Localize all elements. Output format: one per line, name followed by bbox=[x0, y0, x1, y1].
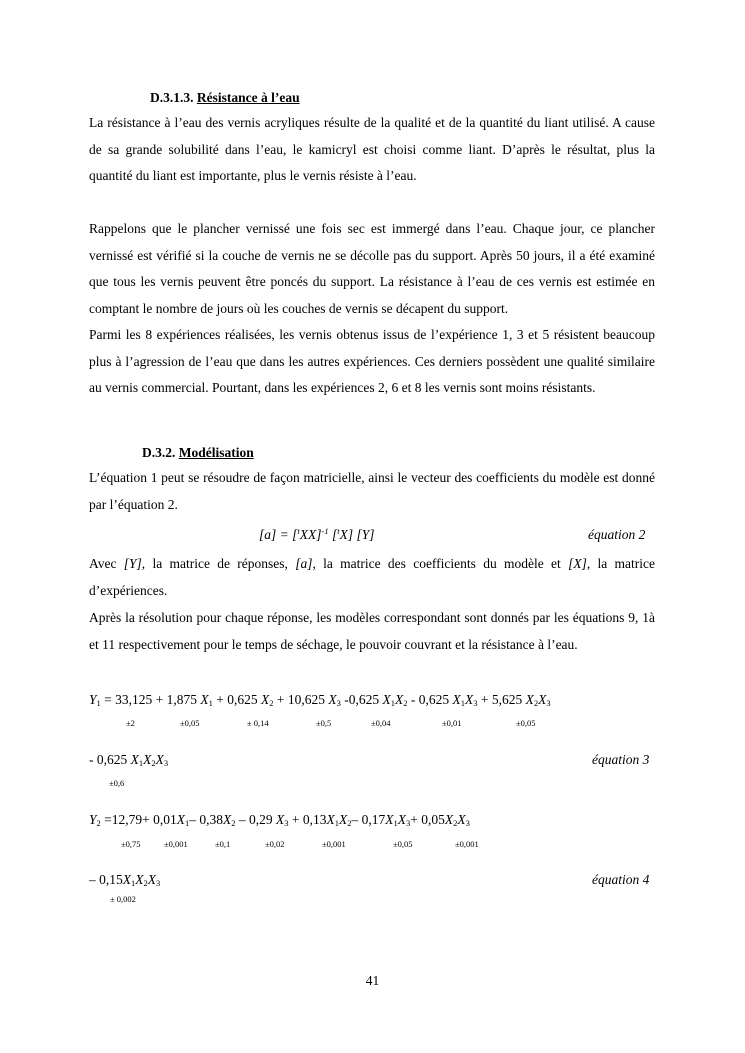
section-title: Modélisation bbox=[178, 445, 254, 460]
error-term: ±0,75 bbox=[121, 839, 141, 849]
section-heading-modelisation bbox=[142, 445, 254, 461]
error-term: ±0,05 bbox=[516, 718, 536, 728]
error-term: ± 0,002 bbox=[110, 894, 136, 904]
error-term: ±0,02 bbox=[265, 839, 285, 849]
error-term: ±0,5 bbox=[316, 718, 332, 728]
equation-label: équation 4 bbox=[592, 872, 650, 887]
paragraph: L’équation 1 peut se résoudre de façon matricielle, ainsi le vecteur des coefficients du modèle est donné par l’équation 2. bbox=[89, 470, 655, 512]
error-term: ±0,001 bbox=[164, 839, 188, 849]
equation-line: $Y_1 = 33,125 + 1,875$ $X_1 + 0,625$ $X_2 + 10,625$ $X_3$ -0,625 $X_1X_2 - 0,625$ $X_1X_3 + 5,625$ $X_2X_3$ bbox=[89, 692, 551, 708]
equation-label: équation 2 bbox=[588, 527, 646, 542]
error-term: ±0,05 bbox=[180, 718, 200, 728]
error-term: ± 0,14 bbox=[247, 718, 269, 728]
equation-line: $Y_2 =12,79+ 0,01X_1-$ $0,38X_2 - 0,29$ $X_3 + 0,13X_1X_2-$ $0,17X_1X_3+ 0,05X_2X_3$ bbox=[89, 812, 470, 828]
section-number: D.3.2. bbox=[142, 445, 176, 460]
paragraph: Parmi les 8 expériences réalisées, les vernis obtenus issus de l’expérience 1, 3 et 5 résistent beaucoup plus à l’agression de l’eau que dans les autres expériences. Ces derniers possèdent une qualité similaire au vernis commercial. Pourtant, dans les expériences 2, 6 et 8 les vernis sont moins résistants. bbox=[89, 327, 655, 395]
equation-line: – $0,15X_1X_2X_3$ bbox=[89, 872, 161, 888]
paragraph: Rappelons que le plancher vernissé une fois sec est immergé dans l’eau. Chaque jour, ce plancher vernissé est vérifié si la couche de vernis ne se décolle pas du support. Après 50 jours, il a été examiné que tous les vernis peuvent être poncés du support. La résistance à l’eau de ces vernis est estimée en comptant le nombre de jours où les couches de vernis se décapent du support. bbox=[89, 221, 655, 316]
section-title: Résistance à l’eau bbox=[196, 90, 300, 105]
section-number: D.3.1.3. bbox=[150, 90, 194, 105]
error-term: ±0,001 bbox=[455, 839, 479, 849]
matrix-equation: $[a] = [^tXX]^{-1}$ [$^t$X] [Y] bbox=[259, 526, 375, 542]
page-number: 41 bbox=[365, 973, 380, 988]
error-term: ±0,04 bbox=[371, 718, 391, 728]
error-term: ±0,001 bbox=[322, 839, 346, 849]
error-term: ±2 bbox=[126, 718, 135, 728]
paragraph: Après la résolution pour chaque réponse, les modèles correspondant sont donnés par les équations 9, 1à et 11 respectivement pour le temps de séchage, le pouvoir couvrant et la résistance à l’eau. bbox=[89, 610, 655, 652]
error-term: ±0,6 bbox=[109, 778, 125, 788]
paragraph: La résistance à l’eau des vernis acryliques résulte de la qualité et de la quantité du liant utilisé. A cause de sa grande solubilité dans l’eau, le kamicryl est choisi comme liant. D’après le résultat, plus la quantité du liant est importante, plus le vernis résiste à l’eau. bbox=[89, 115, 655, 183]
error-term: ±0,01 bbox=[442, 718, 462, 728]
section-heading-water-resistance bbox=[150, 90, 300, 106]
equation-label: équation 3 bbox=[592, 752, 650, 767]
error-term: ±0,05 bbox=[393, 839, 413, 849]
paragraph: Avec [Y], la matrice de réponses, [a], la matrice des coefficients du modèle et [X], la matrice d’expériences. bbox=[89, 556, 655, 598]
error-term: ±0,1 bbox=[215, 839, 231, 849]
equation-line: - 0,625 $X_1X_2X_3$ bbox=[89, 752, 169, 768]
